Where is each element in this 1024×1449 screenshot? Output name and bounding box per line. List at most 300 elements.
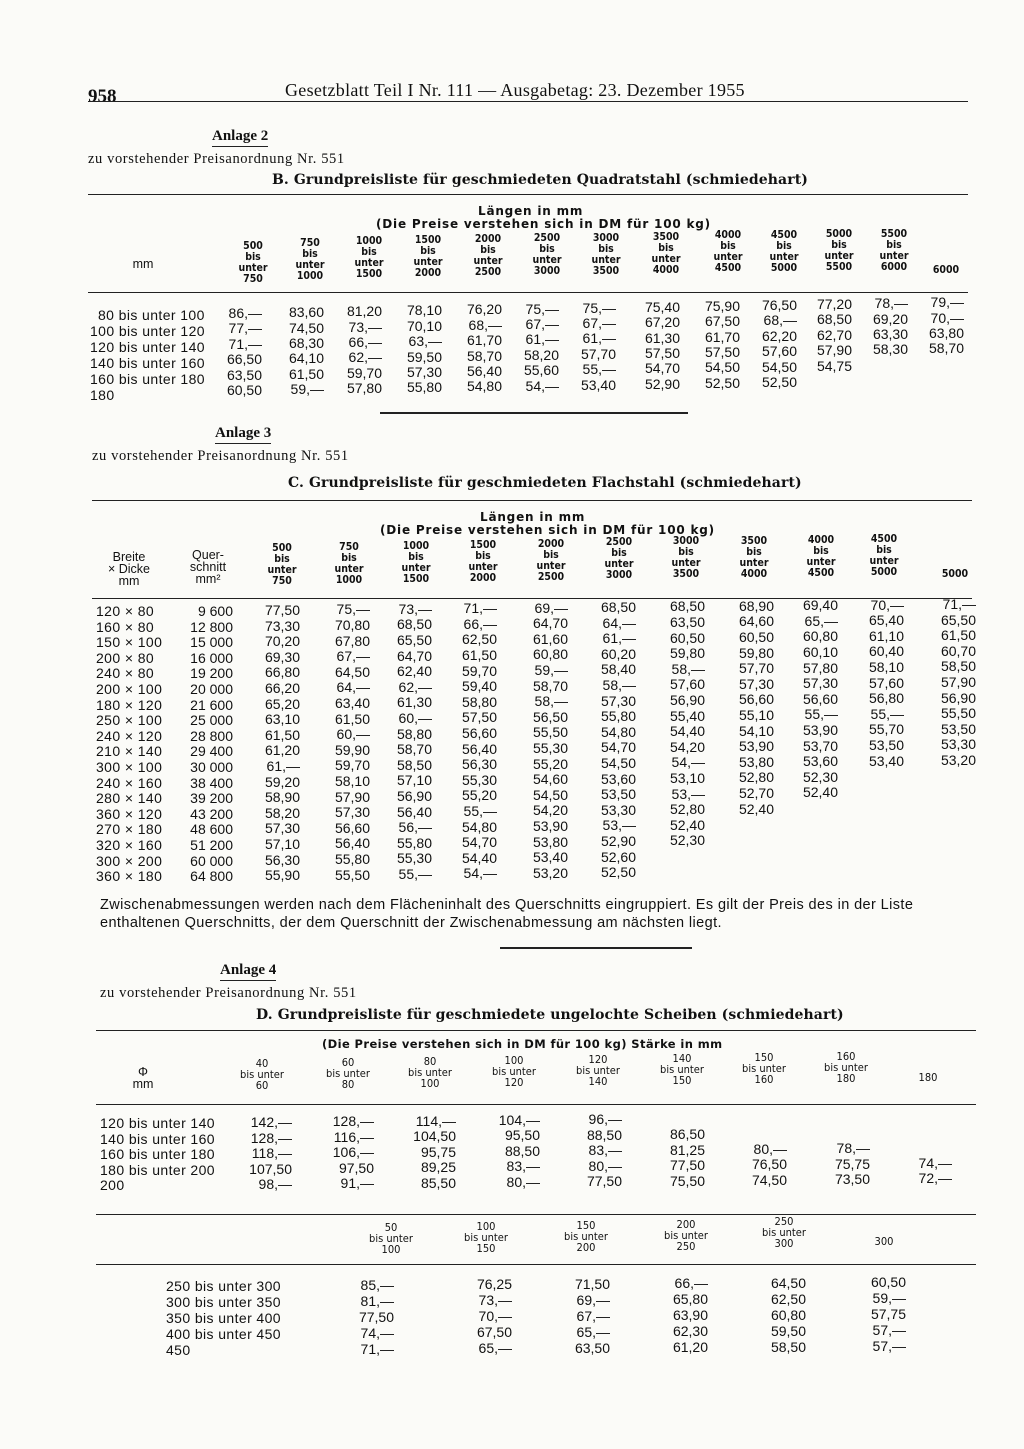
- section-b-cell: 54,—: [525, 377, 559, 394]
- section-b-cell: 52,50: [704, 374, 740, 391]
- section-c-cell: 57,80: [802, 659, 838, 676]
- section-c-cell: 57,60: [868, 674, 904, 691]
- section-d-cell: 74,50: [751, 1171, 787, 1188]
- section-d2-cell: 76,25: [476, 1276, 512, 1293]
- section-c-cross-section: 39 200: [190, 790, 233, 807]
- section-d2-cell: 67,50: [476, 1324, 512, 1341]
- section-c-cell: 56,30: [461, 756, 497, 773]
- section-d-cell: 116,—: [333, 1128, 374, 1145]
- section-d-column-header: 100 bis unter 120: [492, 1054, 536, 1089]
- section-b-cell: 54,50: [704, 359, 740, 376]
- section-c-cell: 55,30: [396, 850, 432, 867]
- section-d-row-label: 140 bis unter 160: [100, 1130, 215, 1147]
- section-b-cell: 73,—: [348, 318, 382, 335]
- section-c-cell: 66,80: [264, 664, 300, 681]
- section-b-cell: 57,60: [761, 343, 797, 360]
- section-c-cell: 61,50: [334, 710, 370, 727]
- section-b-cell: 61,—: [525, 331, 559, 348]
- section-c-cell: 64,—: [336, 679, 370, 696]
- section-c-cell: 53,80: [738, 753, 774, 770]
- section-c-cell: 64,60: [738, 613, 774, 630]
- section-d2-column-header: 100 bis unter 150: [464, 1220, 508, 1255]
- section-c-cell: 61,—: [602, 630, 636, 647]
- section-b-cell: 67,20: [644, 314, 680, 331]
- section-c-cell: 54,70: [600, 739, 636, 756]
- section-c-cell: 56,80: [868, 690, 904, 707]
- section-d-cell: 76,50: [751, 1156, 787, 1173]
- section-b-cell: 83,60: [288, 304, 324, 321]
- section-c-cell: 52,80: [738, 769, 774, 786]
- section-b-cell: 70,—: [930, 309, 964, 326]
- section-d-row-label: 200: [100, 1177, 125, 1193]
- section-c-row-label: 270 × 180: [96, 821, 163, 838]
- section-b-column-header: 2500 bis unter 3000: [532, 232, 562, 277]
- section-c-cross-section: 60 000: [190, 852, 233, 869]
- section-c-column-header: 1500 bis unter 2000: [468, 539, 498, 584]
- section-c-cell: 64,70: [532, 615, 568, 632]
- section-d-cell: 118,—: [251, 1145, 292, 1161]
- section-d2-cell: 67,—: [576, 1307, 610, 1324]
- section-c-cell: 57,10: [396, 772, 432, 789]
- section-b-cell: 86,—: [228, 305, 262, 321]
- section-b-cell: 70,10: [406, 317, 442, 334]
- section-c-column-header: 2500 bis unter 3000: [604, 536, 634, 581]
- section-c-cell: 58,50: [940, 658, 976, 675]
- section-d-column-header: 120 bis unter 140: [576, 1053, 620, 1088]
- section-c-cell: 58,70: [532, 677, 568, 694]
- section-c-cell: 59,80: [738, 644, 774, 661]
- section-b-cell: 63,—: [408, 333, 442, 350]
- section-c-cell: 75,—: [336, 601, 370, 618]
- section-c-cell: 57,30: [600, 692, 636, 709]
- section-c-cell: 52,30: [802, 768, 838, 785]
- section-c-cell: 60,10: [802, 644, 838, 660]
- section-b-cell: 68,—: [468, 316, 502, 333]
- section-b-cell: 57,90: [816, 342, 852, 359]
- section-d-cell: 80,—: [753, 1140, 787, 1157]
- section-c-title: C. Grundpreisliste für geschmiedeten Flachstahl (schmiedehart): [288, 475, 802, 491]
- section-d2-cell: 59,—: [872, 1290, 906, 1306]
- section-b-cell: 55,80: [406, 379, 442, 396]
- section-c-cell: 61,50: [264, 726, 300, 743]
- section-b-caption-prices: (Die Preise verstehen sich in DM für 100 kg): [376, 217, 711, 231]
- section-d2-column-header: 200 bis unter 250: [664, 1218, 708, 1253]
- section-c-cell: 53,60: [802, 753, 838, 770]
- section-b-cell: 75,40: [644, 298, 680, 315]
- section-b-title: B. Grundpreisliste für geschmiedeten Quadratstahl (schmiedehart): [272, 172, 808, 188]
- section-c-cell: 55,80: [600, 708, 636, 725]
- section-d2-cell: 65,—: [478, 1340, 512, 1357]
- section-b-column-header: 5500 bis unter 6000: [879, 228, 909, 273]
- section-d-column-header: 150 bis unter 160: [742, 1051, 786, 1086]
- section-b-cell: 57,50: [644, 344, 680, 361]
- section-d2-cell: 69,—: [576, 1291, 610, 1308]
- section-b-column-header: 6000: [932, 264, 960, 276]
- section-b-cell: 78,—: [874, 295, 908, 312]
- section-d-cell: 128,—: [332, 1113, 374, 1130]
- section-b-header-rule: [88, 292, 968, 293]
- section-b-cell: 67,—: [582, 315, 616, 331]
- section-c-cell: 55,20: [532, 755, 568, 772]
- section-c-cell: 57,30: [738, 675, 774, 692]
- section-c-cell: 69,30: [264, 648, 300, 665]
- section-b-cell: 76,20: [466, 301, 502, 318]
- section-b-column-header: 5000 bis unter 5500: [824, 228, 854, 273]
- section-c-caption-prices: (Die Preise verstehen sich in DM für 100 kg): [380, 523, 715, 537]
- section-d-cell: 77,50: [669, 1157, 705, 1173]
- section-c-cell: 55,20: [461, 787, 497, 804]
- section-d2-cell: 81,—: [360, 1293, 394, 1309]
- section-c-cell: 62,50: [461, 631, 497, 648]
- section-b-cell: 66,—: [348, 334, 382, 350]
- section-c-cell: 61,60: [532, 630, 568, 647]
- section-c-top-rule: [92, 500, 972, 501]
- section-c-cell: 65,50: [940, 611, 976, 628]
- section-c-end-rule: [500, 947, 692, 949]
- section-b-row-label: 140 bis unter 160: [90, 355, 205, 371]
- section-d-cell: 75,50: [669, 1172, 705, 1189]
- section-c-cell: 54,20: [669, 738, 705, 755]
- section-c-cell: 57,90: [940, 674, 976, 690]
- section-c-cross-section: 30 000: [190, 759, 233, 775]
- section-c-cell: 52,80: [669, 801, 705, 818]
- section-d-cell: 80,—: [506, 1173, 540, 1190]
- section-c-cross-section: 51 200: [190, 837, 233, 853]
- section-b-cell: 60,50: [226, 382, 262, 398]
- section-c-cell: 55,—: [870, 705, 904, 722]
- section-c-cell: 60,40: [868, 643, 904, 660]
- section-c-cross-section: 64 800: [190, 868, 233, 885]
- section-c-cell: 58,20: [264, 804, 300, 821]
- section-c-cell: 60,50: [738, 629, 774, 645]
- section-d-cell: 91,—: [340, 1175, 374, 1192]
- section-d-cell: 107,50: [249, 1160, 292, 1177]
- section-c-cell: 53,10: [669, 770, 705, 786]
- section-d-label-diameter: Φ mm: [132, 1065, 154, 1091]
- section-d-cell: 72,—: [918, 1170, 952, 1187]
- section-c-cell: 57,90: [334, 788, 370, 805]
- section-c-cell: 55,30: [532, 740, 568, 756]
- section-c-cell: 57,30: [334, 804, 370, 821]
- section-c-cell: 56,50: [532, 708, 568, 725]
- section-d2-cell: 62,50: [770, 1290, 806, 1307]
- section-c-cell: 77,50: [264, 602, 300, 618]
- section-c-cross-section: 19 200: [190, 665, 233, 682]
- section-b-cell: 52,90: [644, 375, 680, 392]
- section-c-cell: 54,50: [600, 755, 636, 771]
- section-c-cell: 61,—: [266, 758, 300, 774]
- section-d-cell: 96,—: [588, 1111, 622, 1128]
- section-c-cell: 60,80: [802, 628, 838, 645]
- section-c-cell: 55,10: [738, 707, 774, 723]
- section-c-cell: 54,70: [461, 834, 497, 851]
- section-d-cell: 114,—: [415, 1112, 456, 1129]
- section-c-cell: 53,90: [802, 722, 838, 738]
- section-c-cell: 64,—: [602, 614, 636, 631]
- section-c-cross-section: 38 400: [190, 774, 233, 791]
- section-b-cell: 55,—: [582, 361, 616, 378]
- section-c-cell: 58,—: [534, 693, 568, 710]
- section-c-cross-section: 25 000: [190, 712, 233, 729]
- section-c-note: Zwischenabmessungen werden nach dem Flächeninhalt des Querschnitts eingruppiert. Es gilt der Preis des in der Liste enthaltenen Querschnitts, der dem Querschnitt der Zwischenabmessung am nächsten liegt.: [100, 897, 914, 931]
- section-b-cell: 58,70: [466, 347, 502, 364]
- section-c-cross-section: 9 600: [197, 603, 233, 619]
- section-c-cross-section: 48 600: [190, 821, 233, 838]
- section-b-cell: 53,40: [580, 376, 616, 393]
- section-c-cell: 54,—: [463, 865, 497, 882]
- section-c-cell: 56,60: [461, 725, 497, 741]
- section-c-cell: 65,20: [264, 695, 300, 712]
- section-d2-cell: 61,20: [672, 1339, 708, 1356]
- section-d2-row-label: 350 bis unter 400: [166, 1310, 281, 1326]
- section-c-cell: 55,—: [804, 706, 838, 723]
- section-c-row-label: 160 × 80: [96, 618, 155, 635]
- section-c-cell: 55,—: [398, 866, 432, 882]
- section-d-cell: 85,50: [420, 1174, 456, 1191]
- section-d2-cell: 60,50: [870, 1274, 906, 1290]
- section-d-cell: 86,50: [669, 1126, 705, 1142]
- section-c-cell: 53,50: [940, 720, 976, 737]
- page-header-title: Gesetzblatt Teil I Nr. 111 — Ausgabetag: 23. Dezember 1955: [285, 80, 745, 100]
- anlage-2-heading: Anlage 2: [212, 128, 268, 147]
- section-c-cell: 54,20: [532, 802, 568, 819]
- section-d-column-header: 80 bis unter 100: [408, 1055, 452, 1090]
- section-c-cell: 67,—: [336, 648, 370, 665]
- section-b-column-header: 4500 bis unter 5000: [769, 229, 799, 274]
- section-c-cell: 53,90: [532, 818, 568, 834]
- section-c-cell: 55,70: [868, 721, 904, 738]
- section-c-cell: 55,50: [334, 866, 370, 883]
- section-c-cell: 54,40: [461, 849, 497, 866]
- section-c-cell: 58,10: [334, 773, 370, 789]
- section-b-cell: 68,50: [816, 311, 852, 328]
- section-d2-row-label: 400 bis unter 450: [166, 1326, 281, 1342]
- section-b-cell: 75,—: [582, 299, 616, 316]
- section-c-cell: 55,50: [940, 705, 976, 722]
- section-b-cell: 52,50: [761, 373, 797, 390]
- section-c-column-header: 3500 bis unter 4000: [739, 535, 769, 580]
- section-d-cell: 89,25: [420, 1159, 456, 1176]
- section-c-cell: 54,80: [600, 723, 636, 740]
- section-d2-column-header: 300: [874, 1235, 894, 1248]
- section-c-cross-section: 29 400: [190, 743, 233, 760]
- anlage-4-heading: Anlage 4: [220, 962, 276, 981]
- section-b-cell: 59,—: [290, 381, 324, 398]
- section-c-cell: 58,70: [396, 741, 432, 758]
- section-b-cell: 71,—: [228, 335, 262, 352]
- section-b-column-header: 2000 bis unter 2500: [473, 233, 503, 278]
- section-c-column-header: 1000 bis unter 1500: [401, 540, 431, 585]
- section-b-cell: 63,50: [226, 366, 262, 383]
- section-c-cell: 57,60: [669, 676, 705, 693]
- section-c-cell: 52,40: [802, 784, 838, 801]
- section-c-cell: 59,80: [669, 645, 705, 662]
- section-c-cell: 60,80: [532, 646, 568, 663]
- section-b-cell: 61,—: [582, 330, 616, 347]
- section-c-column-header: 500 bis unter 750: [267, 542, 297, 587]
- section-c-cell: 61,50: [940, 627, 976, 644]
- section-b-row-label: 120 bis unter 140: [90, 339, 205, 355]
- section-c-cell: 59,40: [461, 678, 497, 695]
- section-c-cell: 68,90: [738, 597, 774, 614]
- section-d-cell: 81,25: [669, 1141, 705, 1158]
- section-d-cell: 77,50: [586, 1173, 622, 1190]
- section-b-cell: 61,70: [466, 332, 502, 349]
- section-d-caption: (Die Preise verstehen sich in DM für 100 kg) Stärke in mm: [322, 1037, 723, 1051]
- section-c-cell: 53,40: [868, 752, 904, 769]
- section-c-row-label: 200 × 100: [96, 681, 163, 697]
- section-c-cell: 60,—: [336, 726, 370, 743]
- section-d2-cell: 63,50: [574, 1339, 610, 1356]
- section-c-cell: 62,40: [396, 663, 432, 680]
- section-b-cell: 54,75: [816, 357, 852, 374]
- section-b-cell: 54,70: [644, 360, 680, 377]
- section-b-column-header: 500 bis unter 750: [238, 240, 268, 285]
- section-d-title: D. Grundpreisliste für geschmiedete ungelochte Scheiben (schmiedehart): [256, 1007, 844, 1023]
- section-d2-row-label: 250 bis unter 300: [166, 1278, 281, 1294]
- section-c-row-label: 280 × 140: [96, 790, 163, 807]
- section-d2-row-label: 300 bis unter 350: [166, 1294, 281, 1310]
- section-d-cell: 88,50: [586, 1126, 622, 1143]
- section-c-cell: 53,90: [738, 738, 774, 755]
- section-c-cell: 69,40: [802, 597, 838, 614]
- section-c-cell: 57,30: [264, 820, 300, 837]
- section-c-cell: 55,80: [396, 834, 432, 851]
- section-c-cell: 56,—: [398, 819, 432, 836]
- section-d-cell: 80,—: [588, 1157, 622, 1174]
- section-c-row-label: 300 × 200: [96, 852, 163, 869]
- section-b-cell: 63,80: [928, 325, 964, 341]
- section-b-row-label: 80 bis unter 100: [98, 307, 205, 323]
- section-b-cell: 76,50: [761, 296, 797, 313]
- section-c-row-label: 180 × 120: [96, 696, 163, 713]
- section-c-cell: 52,30: [669, 832, 705, 849]
- section-c-cell: 59,20: [264, 773, 300, 790]
- section-c-row-label: 250 × 100: [96, 712, 163, 729]
- section-c-cell: 70,—: [870, 596, 904, 613]
- section-c-cell: 58,—: [602, 677, 636, 693]
- section-b-cell: 78,10: [406, 302, 442, 319]
- section-c-cell: 56,40: [334, 835, 370, 852]
- section-d2-column-header: 150 bis unter 200: [564, 1219, 608, 1254]
- section-c-cell: 54,10: [738, 722, 774, 739]
- section-c-cell: 52,40: [738, 800, 774, 817]
- section-b-cell: 63,30: [872, 325, 908, 342]
- section-b-cell: 68,30: [288, 334, 324, 351]
- section-c-cell: 53,20: [532, 864, 568, 881]
- section-c-cell: 57,10: [264, 836, 300, 852]
- section-c-cell: 56,60: [738, 691, 774, 708]
- section-b-cell: 77,—: [228, 320, 262, 337]
- section-c-cell: 56,90: [940, 689, 976, 706]
- section-c-cell: 63,50: [669, 614, 705, 630]
- section-c-cell: 71,—: [463, 600, 497, 617]
- section-b-cell: 55,60: [523, 362, 559, 379]
- section-c-cell: 58,90: [264, 789, 300, 806]
- section-b-cell: 57,80: [346, 380, 382, 397]
- section-b-caption-lengths: Längen in mm: [478, 204, 584, 218]
- section-d-column-header: 60 bis unter 80: [326, 1056, 370, 1091]
- section-d-cell: 104,—: [498, 1111, 540, 1128]
- section-c-cell: 58,80: [461, 693, 497, 710]
- section-c-cell: 70,80: [334, 617, 370, 633]
- section-b-cell: 66,50: [226, 351, 262, 368]
- section-c-cell: 59,70: [461, 662, 497, 679]
- section-c-cell: 73,30: [264, 617, 300, 634]
- section-b-cell: 61,50: [288, 365, 324, 382]
- section-c-cell: 53,30: [940, 736, 976, 753]
- section-b-cell: 54,50: [761, 358, 797, 375]
- section-b-cell: 59,50: [406, 348, 442, 365]
- section-c-column-header: 750 bis unter 1000: [334, 541, 364, 586]
- section-b-column-header: 750 bis unter 1000: [295, 237, 325, 282]
- section-b-end-rule: [380, 412, 688, 414]
- section-b-cell: 79,—: [930, 294, 964, 311]
- section-d-cell: 97,50: [338, 1159, 374, 1176]
- section-b-row-label: 160 bis unter 180: [90, 371, 205, 387]
- section-d2-cell: 59,50: [770, 1322, 806, 1339]
- section-d-cell: 74,—: [918, 1154, 952, 1171]
- section-b-cell: 61,70: [704, 328, 740, 345]
- section-d-cell: 98,—: [258, 1176, 292, 1192]
- section-d-column-header: 40 bis unter 60: [240, 1057, 284, 1092]
- section-c-row-label: 360 × 180: [96, 868, 163, 885]
- section-d2-cell: 77,50: [358, 1309, 394, 1325]
- section-d2-header-rule: [96, 1264, 976, 1265]
- section-c-cell: 64,70: [396, 647, 432, 664]
- section-d2-column-header: 50 bis unter 100: [369, 1221, 413, 1256]
- section-d-cell: 73,50: [834, 1171, 870, 1188]
- section-c-cell: 60,20: [600, 645, 636, 662]
- section-c-cell: 62,—: [398, 678, 432, 695]
- section-b-cell: 58,70: [928, 340, 964, 357]
- section-d2-row-label: 450: [166, 1342, 191, 1358]
- section-d-cell: 83,—: [588, 1142, 622, 1159]
- section-d-row-label: 120 bis unter 140: [100, 1115, 215, 1131]
- section-c-cell: 52,60: [600, 848, 636, 865]
- section-c-cell: 65,—: [804, 612, 838, 629]
- section-c-row-label: 120 × 80: [96, 603, 155, 619]
- section-b-column-header: 3500 bis unter 4000: [651, 231, 681, 276]
- section-b-cell: 77,20: [816, 296, 852, 312]
- section-c-cell: 57,30: [802, 675, 838, 692]
- section-d2-cell: 63,90: [672, 1307, 708, 1324]
- section-c-cell: 64,50: [334, 663, 370, 680]
- section-c-cell: 57,50: [461, 709, 497, 726]
- section-c-cell: 58,—: [671, 660, 705, 677]
- section-d-header-rule: [96, 1104, 976, 1105]
- section-c-cell: 53,50: [868, 737, 904, 753]
- section-c-cell: 65,40: [868, 612, 904, 629]
- section-d2-top-rule: [96, 1214, 976, 1215]
- section-d2-cell: 71,—: [360, 1341, 394, 1357]
- section-d-cell: 95,75: [420, 1143, 456, 1160]
- section-b-cell: 69,20: [872, 310, 908, 327]
- section-c-cell: 55,50: [532, 724, 568, 741]
- section-c-row-label: 360 × 120: [96, 805, 163, 822]
- section-d-cell: 104,50: [413, 1128, 456, 1145]
- section-b-cell: 54,80: [466, 378, 502, 395]
- section-d-cell: 106,—: [332, 1144, 374, 1161]
- section-c-cell: 59,—: [534, 662, 568, 678]
- section-d2-column-header: 250 bis unter 300: [762, 1215, 806, 1250]
- anlage-2-reference: zu vorstehender Preisanordnung Nr. 551: [88, 151, 345, 167]
- section-b-column-header: 1000 bis unter 1500: [354, 235, 384, 280]
- section-b-cell: 67,50: [704, 313, 740, 330]
- section-c-cell: 58,80: [396, 725, 432, 742]
- section-d-cell: 83,—: [506, 1158, 540, 1175]
- section-c-row-label: 320 × 160: [96, 837, 163, 853]
